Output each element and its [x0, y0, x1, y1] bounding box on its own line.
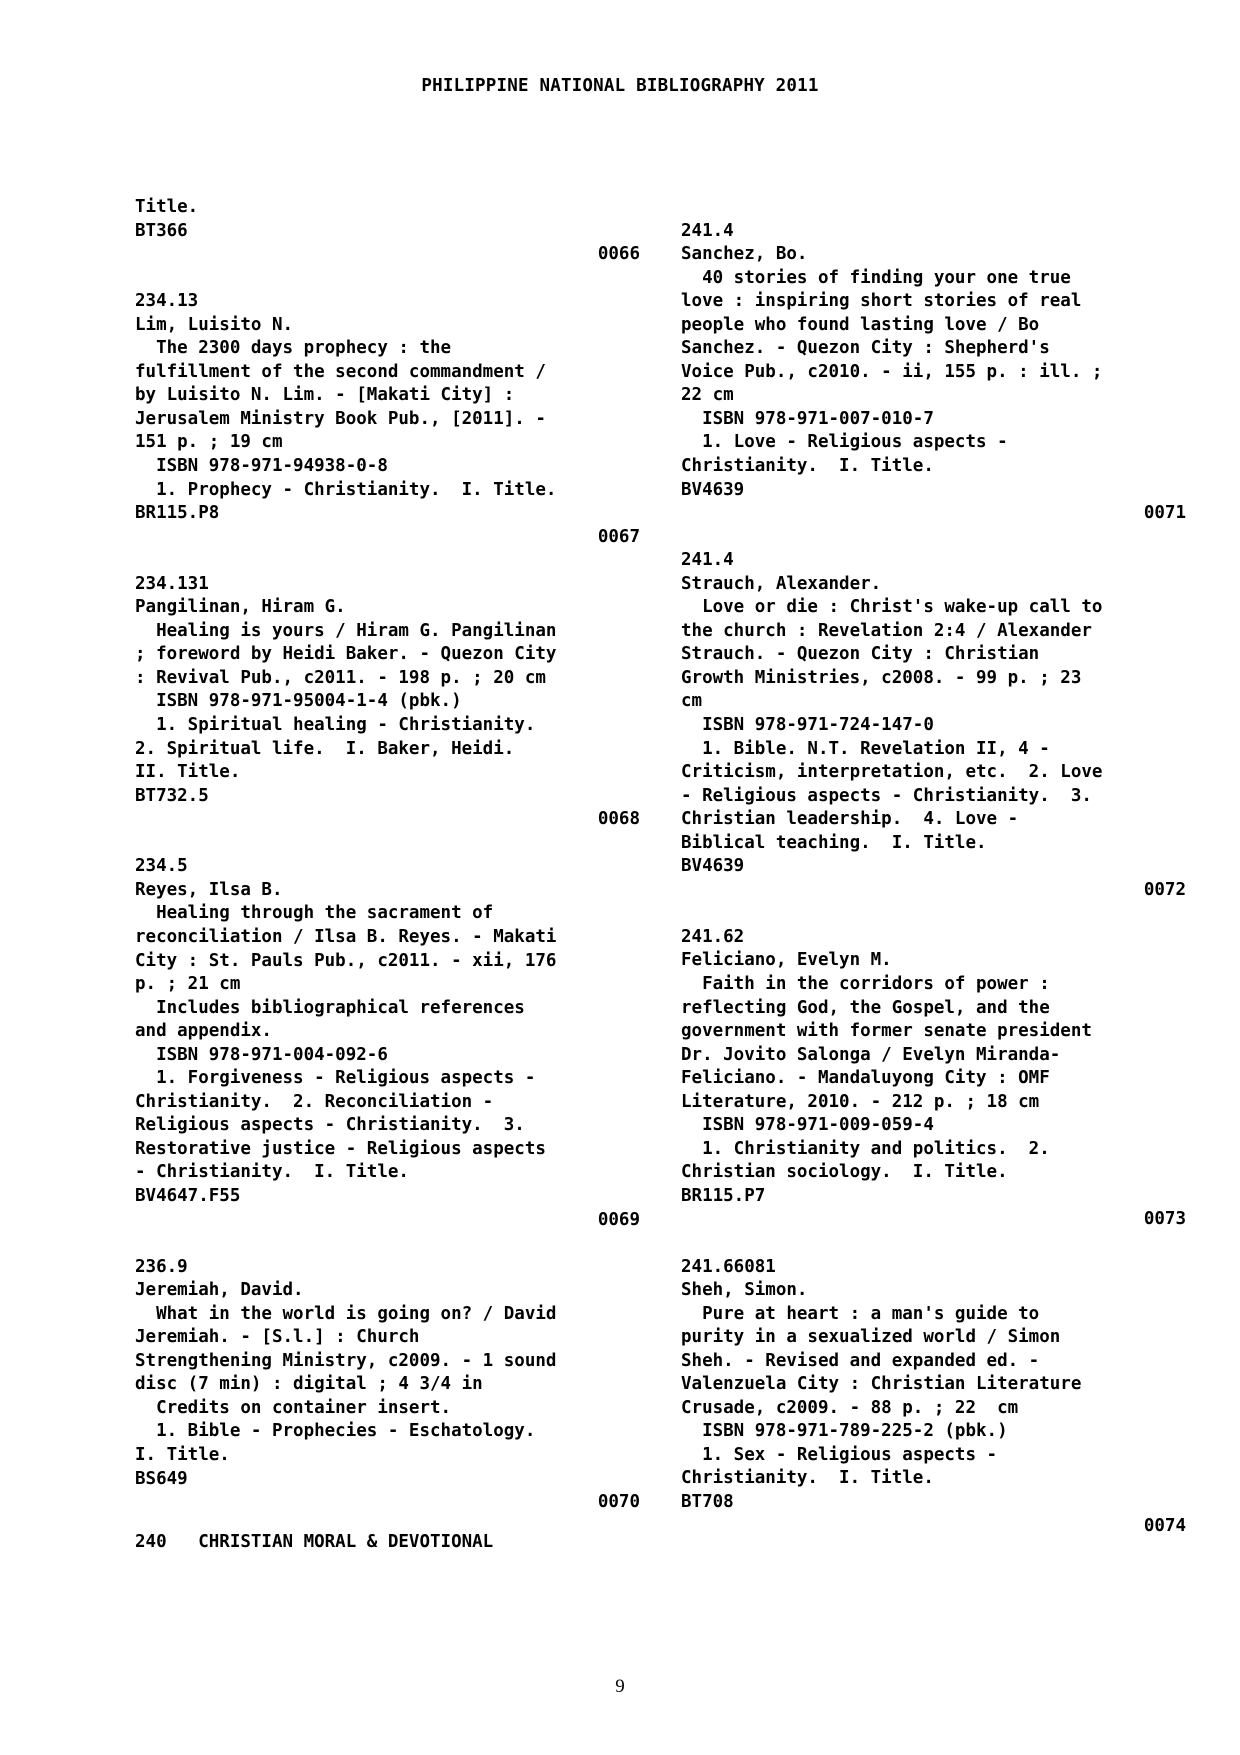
- entry-line: Jeremiah, David.: [135, 1280, 304, 1301]
- entry-line: ISBN 978-971-95004-1-4 (pbk.): [135, 691, 462, 712]
- entry-line: [135, 1232, 640, 1256]
- entry-line: [681, 1232, 1186, 1256]
- entry-line: Sanchez, Bo.: [681, 244, 808, 265]
- entry-line: 234.131: [135, 573, 209, 594]
- entry-line: Feliciano. - Mandaluyong City : OMF: [681, 1068, 1050, 1089]
- entry-line: Lim, Luisito N.: [135, 314, 294, 335]
- entry-line: - Religious aspects - Christianity. 3.: [681, 785, 1092, 806]
- entry-line: fulfillment of the second commandment /: [135, 361, 546, 382]
- entry-line: Criticism, interpretation, etc. 2. Love: [681, 762, 1103, 783]
- entry-line: 234.13: [135, 291, 199, 312]
- entry-line: [681, 526, 1186, 550]
- entry-line: BV4639: [681, 856, 745, 877]
- entry-line: City : St. Pauls Pub., c2011. - xii, 176: [135, 950, 557, 971]
- entry-line: [135, 549, 640, 573]
- entry-line: and appendix.: [135, 1021, 272, 1042]
- entry-line: Crusade, c2009. - 88 p. ; 22 cm: [681, 1397, 1019, 1418]
- entry-line: Sheh, Simon.: [681, 1280, 808, 1301]
- entry-line: reconciliation / Ilsa B. Reyes. - Makati: [135, 926, 557, 947]
- section-heading: 240 CHRISTIAN MORAL & DEVOTIONAL: [135, 1532, 494, 1552]
- entry-number: 0070: [597, 1492, 640, 1513]
- entry-line: Restorative justice - Religious aspects: [135, 1138, 546, 1159]
- entry-line: Healing is yours / Hiram G. Pangilinan: [135, 620, 557, 641]
- entry-line: 1. Bible. N.T. Revelation II, 4 -: [681, 738, 1050, 759]
- entry-line: p. ; 21 cm: [135, 974, 241, 995]
- page-header-title: PHILIPPINE NATIONAL BIBLIOGRAPHY 2011: [421, 76, 819, 96]
- entry-line: BS649: [135, 1468, 188, 1489]
- entry-line: Christian sociology. I. Title.: [681, 1162, 1008, 1183]
- entry-line: Valenzuela City : Christian Literature: [681, 1374, 1082, 1395]
- entry-number: 0069: [597, 1209, 640, 1230]
- entry-number: 0072: [1143, 879, 1186, 900]
- entry-line: Love or die : Christ's wake-up call to: [681, 597, 1103, 618]
- entry-line: Strauch. - Quezon City : Christian: [681, 644, 1040, 665]
- left-column: [135, 196, 640, 1515]
- entry-line: Sheh. - Revised and expanded ed. -: [681, 1350, 1040, 1371]
- entry-line: Strauch, Alexander.: [681, 573, 882, 594]
- page-number: 9: [615, 1676, 625, 1697]
- entry-line: 241.4: [681, 550, 734, 571]
- entry-line: love : inspiring short stories of real: [681, 291, 1082, 312]
- entry-number: 0066: [597, 244, 640, 265]
- entry-line: Feliciano, Evelyn M.: [681, 950, 892, 971]
- entry-line: BR115.P7: [681, 1185, 766, 1206]
- entry-line: [135, 832, 640, 856]
- entry-line: BR115.P8: [135, 503, 220, 524]
- entry-line: people who found lasting love / Bo: [681, 314, 1040, 335]
- entry-line: the church : Revelation 2:4 / Alexander: [681, 620, 1092, 641]
- entry-line: Growth Ministries, c2008. - 99 p. ; 23: [681, 667, 1082, 688]
- entry-line: What in the world is going on? / David: [135, 1303, 557, 1324]
- entry-line: ISBN 978-971-004-092-6: [135, 1044, 388, 1065]
- entry-line: Title.: [135, 197, 199, 217]
- entry-line: disc (7 min) : digital ; 4 3/4 in: [135, 1374, 483, 1395]
- entry-line: Dr. Jovito Salonga / Evelyn Miranda-: [681, 1044, 1061, 1065]
- entry-line: - Christianity. I. Title.: [135, 1162, 409, 1183]
- entry-line: 241.66081: [681, 1256, 776, 1277]
- entry-line: BV4639: [681, 479, 745, 500]
- entry-line: Reyes, Ilsa B.: [135, 879, 283, 900]
- entry-line: 22 cm: [681, 385, 734, 406]
- entry-line: Christianity. I. Title.: [681, 455, 934, 476]
- entry-line: Religious aspects - Christianity. 3.: [135, 1115, 525, 1136]
- entry-number: 0067: [597, 526, 640, 547]
- entry-number: 0074: [1143, 1515, 1186, 1536]
- entry-line: Credits on container insert.: [135, 1397, 452, 1418]
- entry-line: 1. Sex - Religious aspects -: [681, 1444, 998, 1465]
- entry-line: 1. Love - Religious aspects -: [681, 432, 1008, 453]
- entry-line: Includes bibliographical references: [135, 997, 525, 1018]
- entry-line: [681, 902, 1186, 926]
- entry-line: 40 stories of finding your one true: [681, 267, 1071, 288]
- entry-line: ISBN 978-971-009-059-4: [681, 1115, 934, 1136]
- entry-line: 241.62: [681, 926, 745, 947]
- entry-line: Pure at heart : a man's guide to: [681, 1303, 1040, 1324]
- entry-line: cm: [681, 691, 703, 712]
- entry-line: BT732.5: [135, 785, 209, 806]
- entry-number: 0073: [1143, 1209, 1186, 1230]
- entry-line: Healing through the sacrament of: [135, 903, 494, 924]
- entry-line: BT708: [681, 1492, 734, 1513]
- right-column: [681, 220, 1186, 1539]
- entry-line: Christianity. I. Title.: [681, 1468, 934, 1489]
- entry-line: Sanchez. - Quezon City : Shepherd's: [681, 338, 1050, 359]
- entry-line: 1. Christianity and politics. 2.: [681, 1138, 1050, 1159]
- entry-line: [135, 267, 640, 291]
- entry-line: BT366: [135, 220, 188, 241]
- entry-line: 1. Bible - Prophecies - Eschatology.: [135, 1421, 536, 1442]
- entry-line: ISBN 978-971-789-225-2 (pbk.): [681, 1421, 1008, 1442]
- entry-line: ; foreword by Heidi Baker. - Quezon City: [135, 644, 557, 665]
- entry-line: I. Title.: [135, 1444, 230, 1465]
- entry-line: Jeremiah. - [S.l.] : Church: [135, 1327, 420, 1348]
- entry-line: Christianity. 2. Reconciliation -: [135, 1091, 494, 1112]
- entry-line: 1. Prophecy - Christianity. I. Title.: [135, 479, 557, 500]
- entry-line: government with former senate president: [681, 1021, 1092, 1042]
- entry-line: 2. Spiritual life. I. Baker, Heidi.: [135, 738, 515, 759]
- entry-line: Literature, 2010. - 212 p. ; 18 cm: [681, 1091, 1040, 1112]
- entry-line: 151 p. ; 19 cm: [135, 432, 283, 453]
- entry-line: Jerusalem Ministry Book Pub., [2011]. -: [135, 408, 546, 429]
- entry-number: 0071: [1143, 503, 1186, 524]
- entry-line: purity in a sexualized world / Simon: [681, 1327, 1061, 1348]
- entry-line: ISBN 978-971-007-010-7: [681, 408, 934, 429]
- entry-line: Christian leadership. 4. Love -: [681, 809, 1019, 830]
- entry-line: BV4647.F55: [135, 1185, 241, 1206]
- entry-number: 0068: [597, 809, 640, 830]
- entry-line: reflecting God, the Gospel, and the: [681, 997, 1050, 1018]
- entry-line: ISBN 978-971-724-147-0: [681, 714, 934, 735]
- entry-line: Faith in the corridors of power :: [681, 974, 1050, 994]
- entry-line: The 2300 days prophecy : the: [135, 338, 452, 359]
- entry-line: 241.4: [681, 220, 734, 241]
- entry-line: 236.9: [135, 1256, 188, 1277]
- entry-line: : Revival Pub., c2011. - 198 p. ; 20 cm: [135, 667, 546, 688]
- entry-line: 1. Spiritual healing - Christianity.: [135, 715, 536, 736]
- entry-line: ISBN 978-971-94938-0-8: [135, 456, 388, 477]
- entry-line: II. Title.: [135, 762, 241, 783]
- entry-line: Pangilinan, Hiram G.: [135, 597, 346, 618]
- entry-line: Strengthening Ministry, c2009. - 1 sound: [135, 1350, 557, 1371]
- entry-line: 1. Forgiveness - Religious aspects -: [135, 1068, 536, 1089]
- entry-line: by Luisito N. Lim. - [Makati City] :: [135, 385, 515, 406]
- entry-line: Biblical teaching. I. Title.: [681, 832, 987, 853]
- entry-line: 234.5: [135, 856, 188, 877]
- entry-line: Voice Pub., c2010. - ii, 155 p. : ill. ;: [681, 361, 1103, 382]
